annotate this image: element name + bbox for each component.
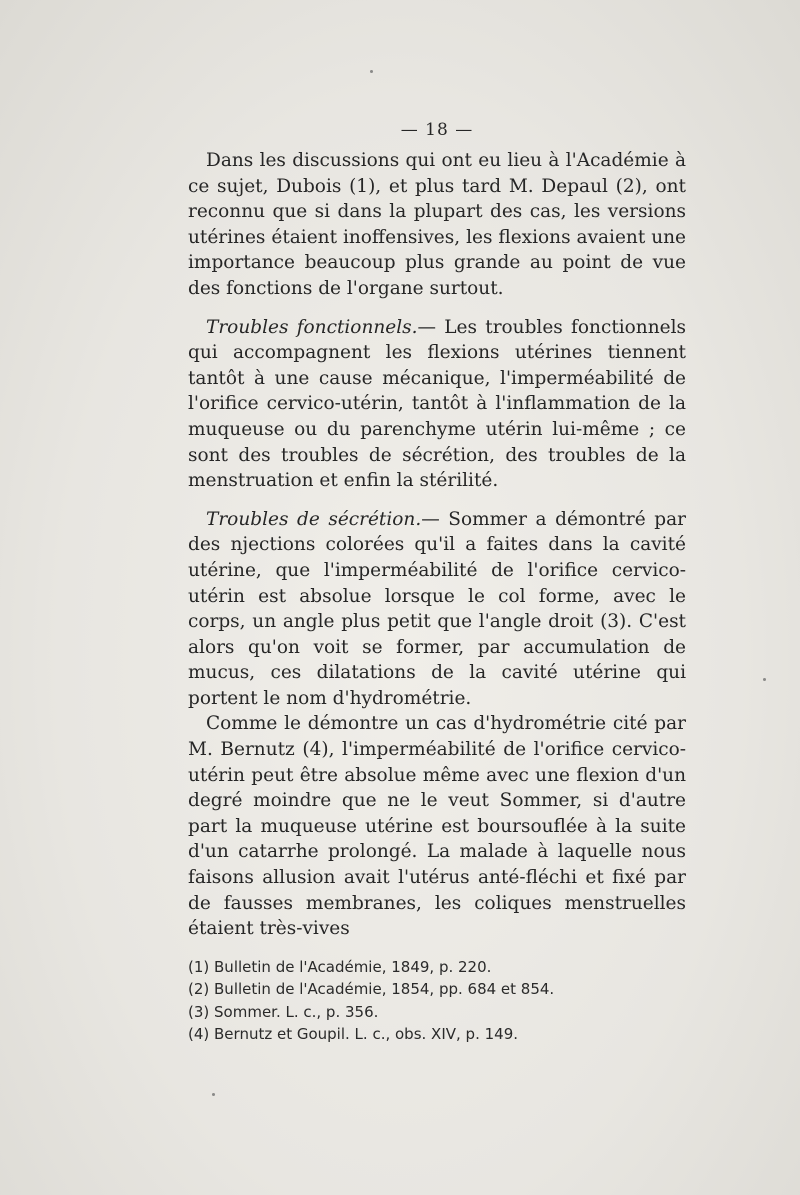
section-heading-troubles-secretion: Troubles de sécrétion. [206, 508, 422, 530]
paragraph-3 [188, 507, 686, 712]
ink-speck [370, 70, 373, 73]
footnote-4: (4) Bernutz et Goupil. L. c., obs. XIV, p. 149. [188, 1025, 518, 1044]
paragraph-1: Dans les discussions qui ont eu lieu à l'Académie à ce sujet, Dubois (1), et plus tard M. Depaul (2), ont reconnu que si dans la plupart des cas, les versions utérines étaient inoffensives, les flexions avaient une importance beaucoup plus grande au point de vue des fonctions de l'organe surtout. [188, 150, 686, 299]
paragraph-3-body: — Sommer a démontré par des njections colorées qu'il a faites dans la cavité utérine, que l'imperméabilité de l'orifice cervico-utérin est absolue lorsque le col forme, avec le corps, un angle plus petit que l'angle droit (3). C'est alors qu'on voit se former, par accumulation de mucus, ces dilatations de la cavité utérine qui portent le nom d'hydrométrie. [188, 508, 686, 709]
footnotes [188, 956, 686, 1046]
ink-speck [763, 678, 766, 681]
footnote-3: (3) Sommer. L. c., p. 356. [188, 1002, 379, 1021]
paragraph-2-body: — Les troubles fonctionnels qui accompagnent les flexions utérines tiennent tantôt à une cause mécanique, l'imperméabilité de l'orifice cervico-utérin, tantôt à l'inflammation de la muqueuse ou du parenchyme utérin lui-même ; ce sont des troubles de sécrétion, des troubles de la menstruation et enfin la stérilité. [188, 316, 686, 492]
page-text [188, 116, 686, 1046]
footnote-2: (2) Bulletin de l'Académie, 1854, pp. 684 et 854. [188, 980, 555, 999]
footnote-1: (1) Bulletin de l'Académie, 1849, p. 220. [188, 957, 492, 976]
page-number: — 18 — [400, 120, 474, 140]
section-heading-troubles-fonctionnels: Troubles fonctionnels. [206, 316, 418, 338]
paragraph-4: Comme le démontre un cas d'hydrométrie cité par M. Bernutz (4), l'imperméabilité de l'orifice cervico-utérin peut être absolue même avec une flexion d'un degré moindre que ne le veut Sommer, si d'autre part la muqueuse utérine est boursouflée à la suite d'un catarrhe prolongé. La malade à laquelle nous faisons allusion avait l'utérus anté-fléchi et fixé par de fausses membranes, les coliques menstruelles étaient très-vives [188, 713, 686, 940]
paragraph-2 [188, 315, 686, 494]
ink-speck [212, 1093, 215, 1096]
